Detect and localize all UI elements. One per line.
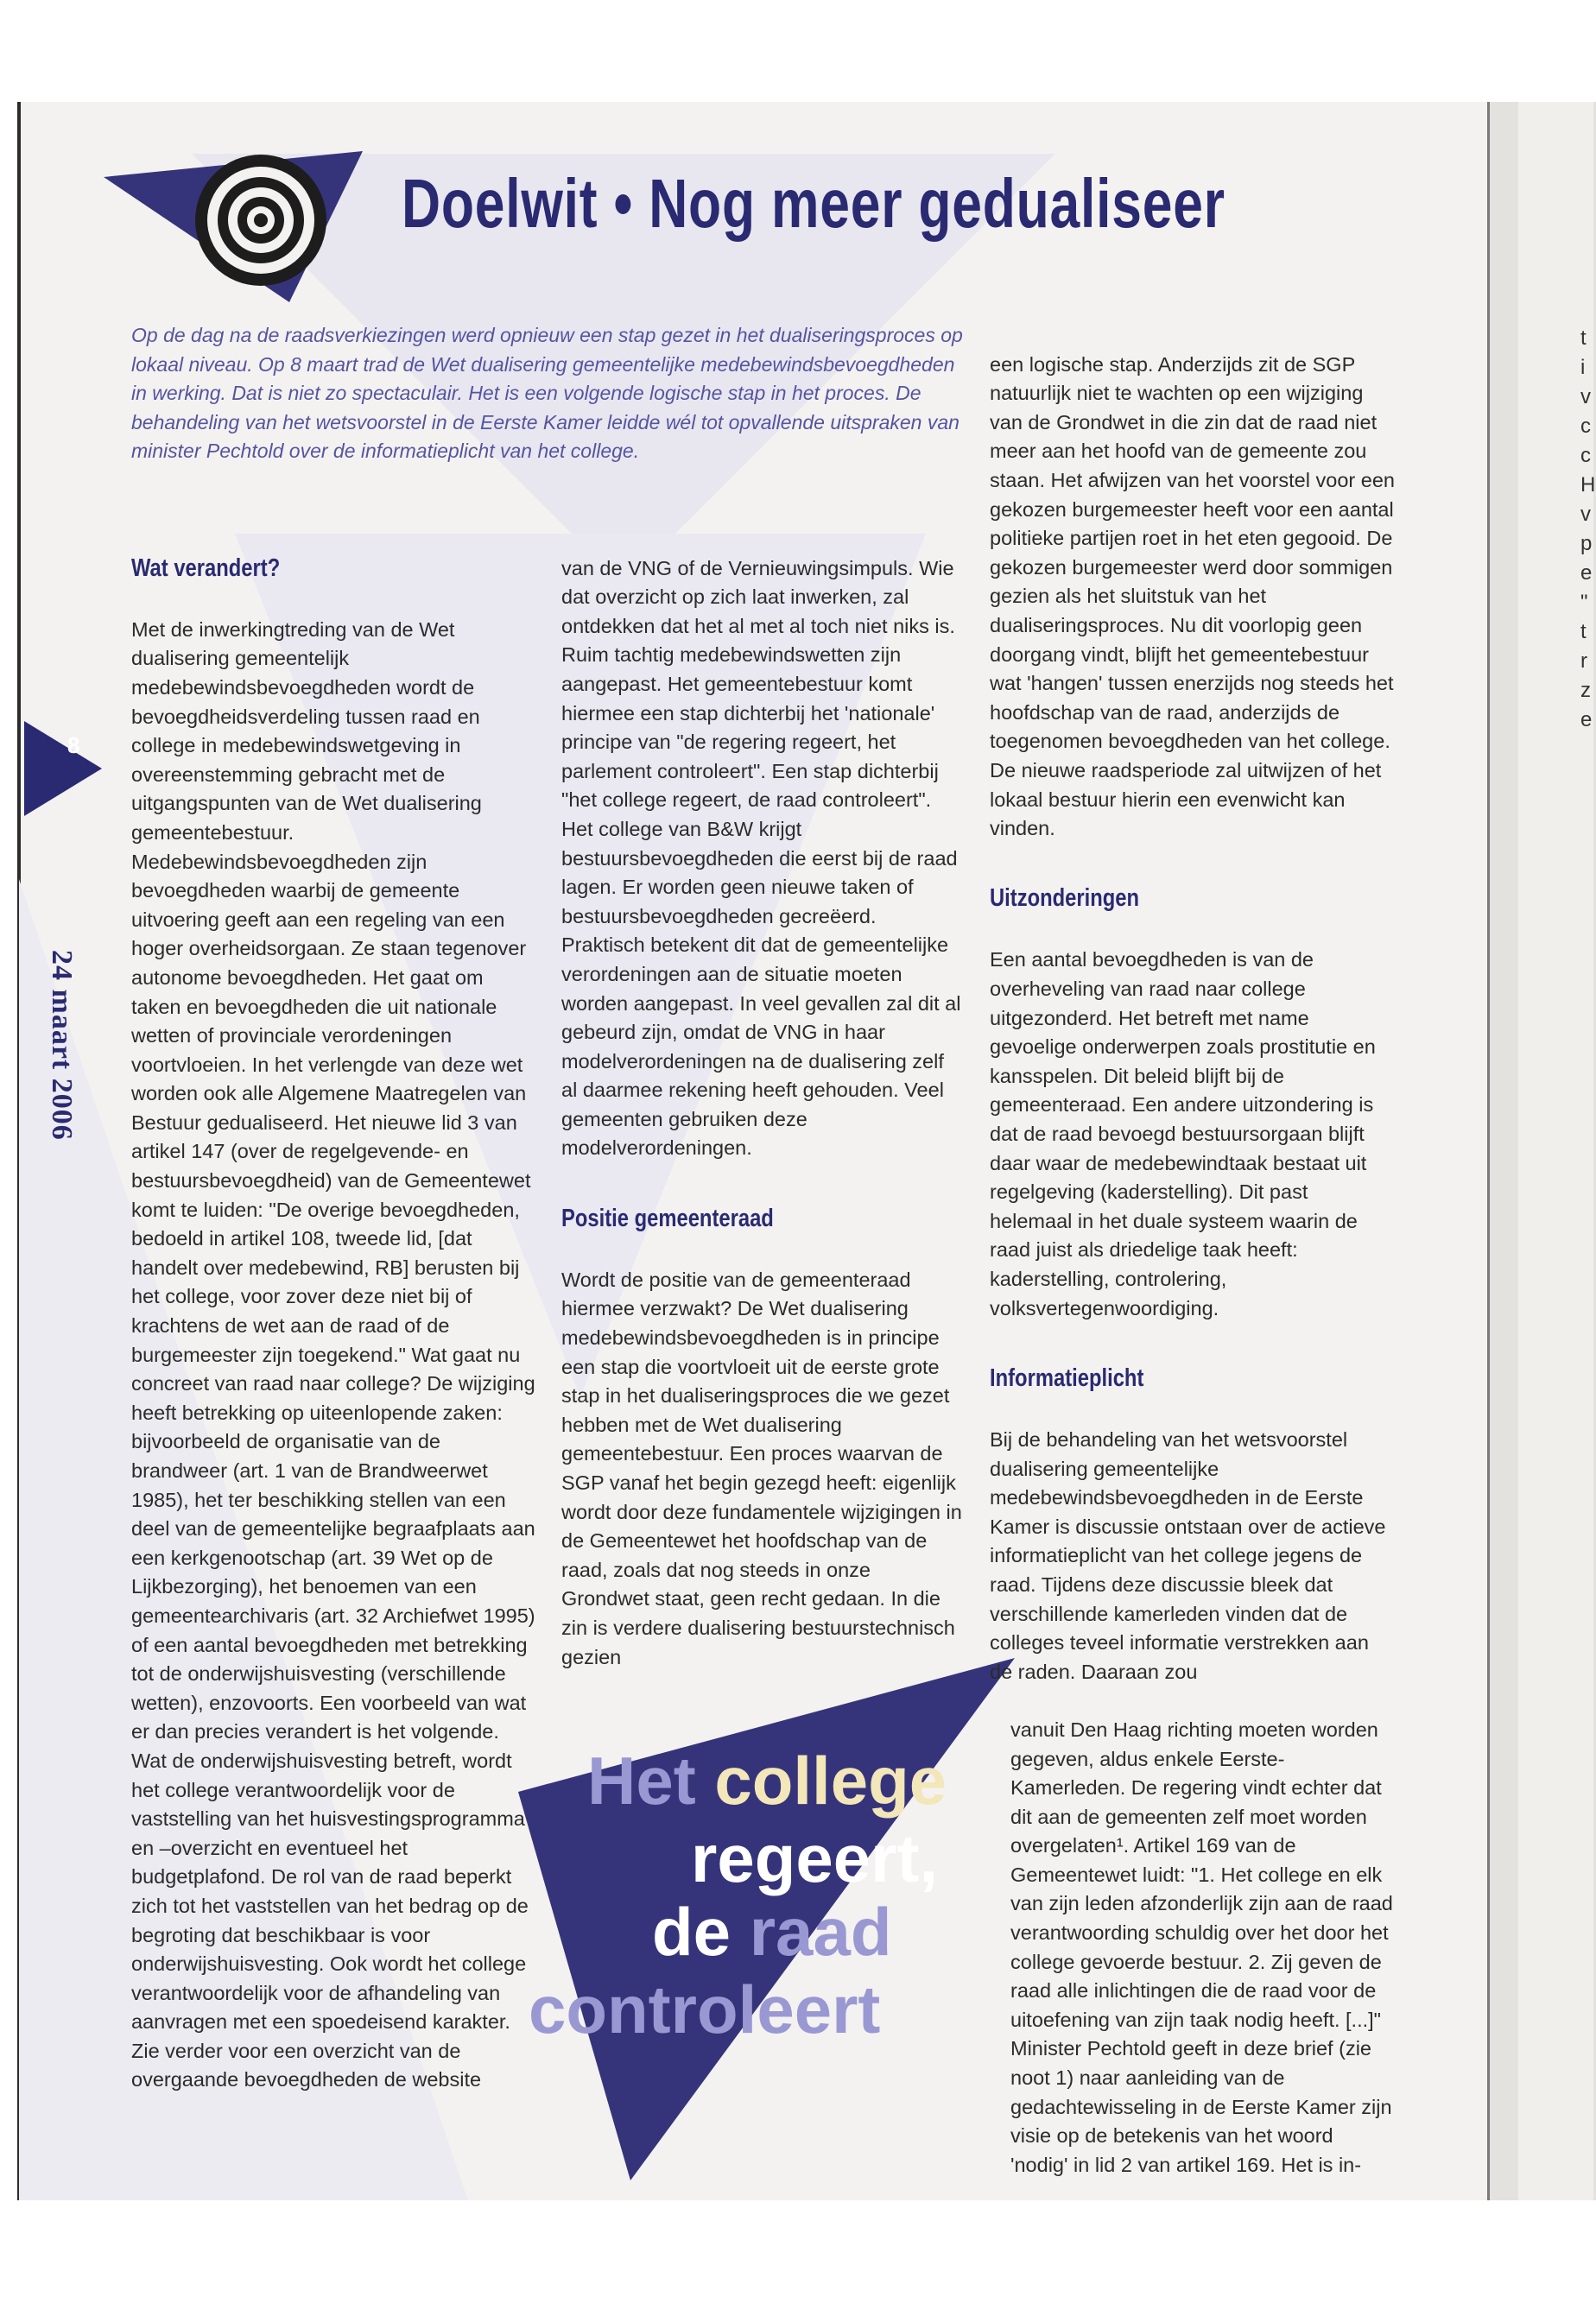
header-graphic <box>104 151 363 302</box>
quote-word-de: de <box>652 1894 732 1970</box>
pull-quote-line-4 <box>529 1973 880 2046</box>
strip-letter: v <box>1580 385 1591 408</box>
strip-letter: e <box>1580 708 1593 731</box>
column-3-text-1: een logische stap. Anderzijds zit de SGP natuurlijk niet te wachten op een wijziging van de Grondwet in die zin dat de raad niet meer aan het hoofd van de gemeente zou staan. Het afwijzen van het voorstel voor een gekozen burgemeester heeft voor een aantal politieke partijen roet in het eten gegooid. De gekozen burgemeester werd door sommigen gezien als het sluitstuk van het dualiseringsproces. Nu dit voorlopig geen doorgang vindt, blijft het gemeentebestuur wat 'hangen' tussen enerzijds nog steeds het hoofdschap van de raad, anderzijds de toegenomen bevoegdheden van het college. De nieuwe raadsperiode zal uitwijzen of het lokaal bestuur hierin een evenwicht kan vinden. <box>990 352 1395 840</box>
heading-informatieplicht: Informatieplicht <box>990 1364 1144 1392</box>
page-number-tab <box>24 721 102 816</box>
column-1-text: Met de inwerkingtreding van de Wet dualisering gemeentelijk medebewindsbevoegdheden wordt de bevoegdheidsverdeling tussen raad en college in medebewindswetgeving in overeenstemming gebracht met de uitgangspunten van de Wet dualisering gemeentebestuur. Medebewindsbevoegdheden zijn bevoegdheden waarbij de gemeente uitvoering geeft aan een regeling van een hoger overheidsorgaan. Ze staan tegenover autonome bevoegdheden. Het gaat om taken en bevoegdheden die uit nationale wetten of provinciale verordeningen voortvloeien. In het verlengde van deze wet worden ook alle Algemene Maatregelen van Bestuur gedualiseerd. Het nieuwe lid 3 van artikel 147 (over de regelgevende- en bestuursbevoegdheid) van de Gemeentewet komt te luiden: "De overige bevoegdheden, bedoeld in artikel 108, tweede lid, [dat handelt over medebewind, RB] berusten bij het college, voor zover deze niet bij of krachtens de wet aan de raad of de burgemeester zijn toegekend." Wat gaat nu concreet van raad naar college? De wijziging heeft betrekking op uiteenlopende zaken: bijvoorbeeld de organisatie van de brandweer (art. 1 van de Brandweerwet 1985), het ter beschikking stellen van een deel van de gemeentelijke begraafplaats aan een kerkgenootschap (art. 39 Wet op de Lijkbezorging), het benoemen van een gemeentearchivaris (art. 32 Archiefwet 1995) of een aantal bevoegdheden met betrekking tot de onderwijshuisvesting (verschillende wetten), enzovoorts. Een voorbeeld van wat er dan precies verandert is het volgende. Wat de onderwijshuisvesting betreft, wordt het college verantwoordelijk voor de vaststelling van het huisvestingsprogramma en –overzicht en eventueel het budgetplafond. De rol van de raad beperkt zich tot het vaststellen van het bedrag op de begroting dat beschikbaar is voor onderwijshuisvesting. Ook wordt het college verantwoordelijk voor de afhandeling van aanvragen met een spoedeisend karakter. Zie verder voor een overzicht van de overgaande bevoegdheden de website <box>131 617 535 2091</box>
quote-word-controleert: controleert <box>529 1971 881 2047</box>
strip-letter: i <box>1580 356 1586 379</box>
column-2-text-1: van de VNG of de Vernieuwingsimpuls. Wie dat overzicht op zich laat inwerken, zal ontdekken dat het al met al toch niet niks is. Ruim tachtig medebewindswetten zijn aangepast. Het gemeentebestuur komt hiermee een stap dichterbij het 'nationale' principe van "de regering regeert, het parlement controleert". Een stap dichterbij "het college regeert, de raad controleert". Het college van B&W krijgt bestuursbevoegdheden die eerst bij de raad lagen. Er worden geen nieuwe taken of bestuursbevoegdheden gecreëerd. Praktisch betekent dit dat de gemeentelijke verordeningen aan de situatie moeten worden aangepast. In veel gevallen zal dit al gebeurd zijn, omdat de VNG in haar modelverordeningen na de dualisering zelf al daarmee rekening heeft gehouden. Veel gemeenten gebruiken deze modelverordeningen. <box>561 556 961 1160</box>
column-1 <box>131 518 535 2124</box>
strip-letter: r <box>1580 649 1587 673</box>
heading-positie-gemeenteraad: Positie gemeenteraad <box>561 1204 774 1232</box>
column-3-text-3: Bij de behandeling van het wetsvoorstel dualisering gemeentelijke medebewindsbevoegdheden in de Eerste Kamer is discussie ontstaan over de actieve informatieplicht van het college jegens de raad. Tijdens deze discussie bleek dat verschillende kamerleden vinden dat de colleges teveel informatie verstrekken aan de raden. Daaraan zou <box>990 1427 1386 1683</box>
strip-letter: z <box>1580 679 1591 702</box>
strip-letter: p <box>1580 532 1593 555</box>
heading-wat-verandert: Wat verandert? <box>131 554 281 582</box>
page-title <box>402 164 1226 244</box>
heading-uitzonderingen: Uitzonderingen <box>990 884 1140 913</box>
strip-letter: e <box>1580 561 1593 585</box>
intro-paragraph: Op de dag na de raadsverkiezingen werd opnieuw een stap gezet in het dualiseringsproces op lokaal niveau. Op 8 maart trad de Wet dualisering gemeentelijke medebewindsbevoegdheden in werking. Dat is niet zo spectaculair. Het is een volgende logische stap in het proces. De behandeling van het wetsvoorstel in de Eerste Kamer leidde wél tot opvallende uitspraken van minister Pechtold over de informatieplicht van het college. <box>131 324 963 462</box>
column-2 <box>561 525 963 1701</box>
quote-word-het: Het <box>587 1743 696 1819</box>
pull-quote-line-3 <box>652 1895 891 1968</box>
pull-quote-line-2: regeert, <box>691 1820 939 1896</box>
target-icon <box>195 155 326 286</box>
quote-word-raad: raad <box>749 1894 892 1970</box>
strip-letter: t <box>1580 326 1586 350</box>
pull-quote-line-1 <box>587 1744 947 1817</box>
column-3-text-4: vanuit Den Haag richting moeten worden gegeven, aldus enkele Eerste-Kamerleden. De regering vindt echter dat dit aan de gemeenten zelf moet worden overgelaten¹. Artikel 169 van de Gemeentewet luidt: "1. Het college en elk van zijn leden afzonderlijk zijn aan de raad verantwoording schuldig over het door het college gevoerde bestuur. 2. Zij geven de raad alle inlichtingen die de raad voor de uitoefening van zijn taak nodig heeft. [...]" Minister Pechtold geeft in deze brief (zie noot 1) naar aanleiding van de gedachtewisseling in de Eerste Kamer zijn visie op de betekenis van het woord 'nodig' in lid 2 van artikel 169. Het is in- <box>1010 1718 1393 2176</box>
title-separator: • <box>613 165 634 242</box>
title-part2: Nog meer gedualiseer <box>649 165 1226 242</box>
quote-word-college: college <box>714 1743 947 1819</box>
issue-date: 24 maart 2006 <box>46 950 78 1141</box>
strip-letter: c <box>1580 414 1591 438</box>
page-number: 8 <box>67 732 80 758</box>
strip-letter: c <box>1580 444 1591 467</box>
strip-letter: t <box>1580 620 1586 643</box>
column-3 <box>990 321 1396 2209</box>
strip-letter: v <box>1580 503 1591 526</box>
column-3-text-2: Een aantal bevoegdheden is van de overheveling van raad naar college uitgezonderd. Het betreft met name gevoelige onderwerpen zoals prostitutie en kansspelen. Dit beleid blijft bij de gemeenteraad. Een andere uitzondering is dat de raad bevoegd bestuursorgaan blijft daar waar de medebewindtaak bestaat uit regelgeving (kaderstelling). Dit past helemaal in het duale systeem waarin de raad juist als driedelige taak heeft: kaderstelling, controlering, volksvertegenwoordiging. <box>990 948 1376 1319</box>
column-2-text-2: Wordt de positie van de gemeenteraad hiermee verzwakt? De Wet dualisering medebewindsbevoegdheden is in principe een stap die voortvloeit uit de eerste grote stap in het dualiseringsproces die we gezet hebben met de Wet dualisering gemeentebestuur. Een proces waarvan de SGP vanaf het begin gezegd heeft: eigenlijk wordt door deze fundamentele wijzigingen in de Gemeentewet het hoofdschap van de raad, zoals dat nog steeds in onze Grondwet staat, geen recht gedaan. In die zin is verdere dualisering bestuurstechnisch gezien <box>561 1268 962 1668</box>
strip-letter: H <box>1580 473 1596 497</box>
title-part1: Doelwit <box>402 165 598 242</box>
strip-letter: " <box>1580 591 1588 614</box>
